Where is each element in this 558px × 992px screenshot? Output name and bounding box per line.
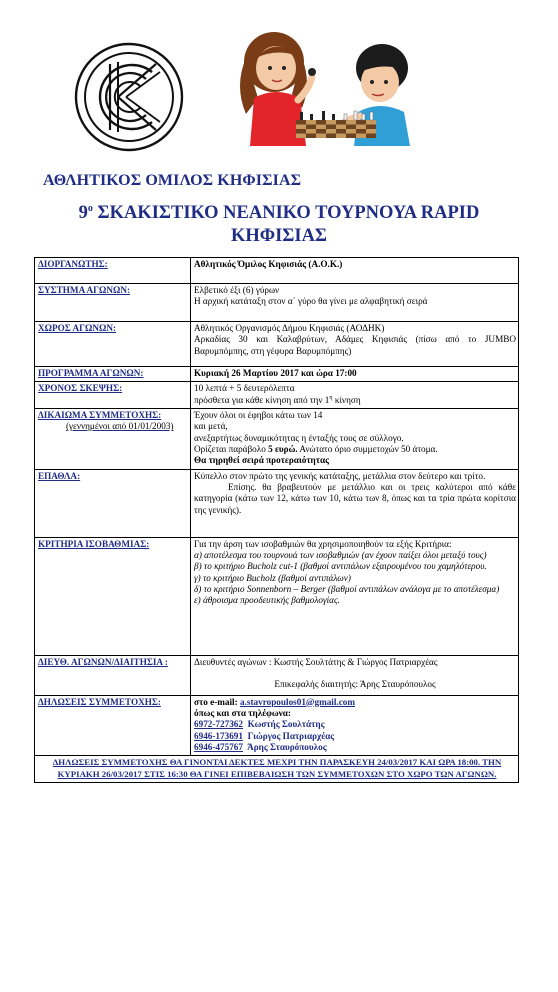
value-system: Ελβετικό έξι (6) γύρων Η αρχική κατάταξη στον α΄ γύρο θα γίνει με αλφαβητική σειρά [191,284,519,322]
label-eligibility: ΔΙΚΑΙΩΜΑ ΣΥΜΜΕΤΟΧΗΣ: (γεννημένοι από 01/01/2003) [35,409,191,470]
email-link[interactable]: a.stavropoulos01@gmail.com [239,696,356,707]
value-directors: Διευθυντές αγώνων : Κωστής Σουλτάτης & Γιώργος Πατριαρχέας Επικεφαλής διαιτητής: Άρης Σταυρόπουλος [191,655,519,695]
phone-entry: 6972-727362 Κωστής Σουλτάτης [194,719,325,730]
club-name: ΑΘΛΗΤΙΚΟΣ ΟΜΙΛΟΣ ΚΗΦΙΣΙΑΣ [43,172,302,189]
label-venue: ΧΩΡΟΣ ΑΓΩΝΩΝ: [35,322,191,367]
tiebreak-item: γ) το κριτήριο Bucholz (βαθμοί αντιπάλων) [194,572,351,583]
aok-club-logo-icon [74,42,184,152]
row-eligibility [35,409,519,470]
tiebreak-item: α) αποτέλεσμα του τουρνουά των ισοβαθμιών (αν έχουν παίξει όλοι μεταξύ τους) [194,549,487,560]
value-prizes: Κύπελλο στον πρώτο της γενικής κατάταξης, μετάλλια στον δεύτερο και τρίτο. Επίσης. θα βραβευτούν με μετάλλιο και οι τρεις καλύτεροι από κάθε κατηγορία (κάτω των 12, κάτω των 10, κάτω των 8, όπως και τα τρία πρώτα κορίτσια της γενικής). [191,469,519,537]
value-time-control: 10 λεπτά + 5 δευτερόλεπτα πρόσθετα για κάθε κίνηση από την $1^\eta$ κίνηση [191,382,519,409]
label-time-control: ΧΡΟΝΟΣ ΣΚΕΨΗΣ: [35,382,191,409]
label-organizer: ΔΙΟΡΓΑΝΩΤΗΣ: [35,258,191,284]
label-registration: ΔΗΛΩΣΕΙΣ ΣΥΜΜΕΤΟΧΗΣ: [35,695,191,756]
label-directors: ΔΙΕΥΘ. ΑΓΩΝΩΝ/ΔΙΑΙΤΗΣΙΑ : [35,655,191,695]
tournament-title: $9^o$ ΣΚΑΚΙΣΤΙΚΟ ΝΕΑΝΙΚΟ ΤΟΥΡΝΟΥΑ RAPID [78,203,480,224]
row-schedule [35,367,519,382]
phone-link[interactable]: 6972-727362 [194,719,243,730]
tiebreak-item: β) το κριτήριο Bucholz cut-1 (βαθμοί αντιπάλων εξαιρουμένου του χαμηλότερου. [194,561,487,572]
tiebreak-item: ε) άθροισμα προοδευτικής βαθμολογίας. [194,595,340,606]
tiebreak-item: δ) το κριτήριο Sonnenborn – Berger (βαθμοί αντιπάλων ανάλογα με το αποτέλεσμα) [194,583,500,594]
kids-playing-chess-illustration-icon [228,28,428,146]
tournament-title-city: ΚΗΦΙΣΙΑΣ [230,226,328,246]
value-organizer: Αθλητικός Όμιλος Κηφισιάς (Α.Ο.Κ.) [191,258,519,284]
phone-entry: 6946-475767 Άρης Σταυρόπουλος [194,741,327,752]
value-schedule: Κυριακή 26 Μαρτίου 2017 και ώρα 17:00 [191,367,519,382]
row-tiebreaks [35,537,519,655]
label-tiebreaks: ΚΡΙΤΗΡΙΑ ΙΣΟΒΑΘΜΙΑΣ: [35,537,191,655]
value-tiebreaks: Για την άρση των ισοβαθμιών θα χρησιμοποιηθούν τα εξής Κριτήρια: α) αποτέλεσμα του τουρνουά των ισοβαθμιών (αν έχουν παίξει όλοι μεταξύ τους) β) το κριτήριο Bucholz cut-1 (βαθμοί αντιπάλων εξαιρουμένου του χαμηλότερου. γ) το κριτήριο Bucholz (βαθμοί αντιπάλων) δ) το κριτήριο Sonnenborn – Berger (βαθμοί αντιπάλων ανάλογα με το αποτέλεσμα) ε) άθροισμα προοδευτικής βαθμολογίας. [191,537,519,655]
row-registration [35,695,519,756]
label-schedule: ΠΡΟΓΡΑΜΜΑ ΑΓΩΝΩΝ: [35,367,191,382]
tournament-info-table [34,257,519,783]
row-directors [35,655,519,695]
label-system: ΣΥΣΤΗΜΑ ΑΓΩΝΩΝ: [35,284,191,322]
value-eligibility: Έχουν όλοι οι έφηβοι κάτω των 14 και μετά, ανεξαρτήτως δυναμικότητας η ένταξής τους σε σύλλογο. Ορίζεται παράβολο 5 ευρώ. Ανώτατο όριο συμμετοχών 50 άτομα. Θα τηρηθεί σειρά προτεραιότητας [191,409,519,470]
row-system [35,284,519,322]
eligibility-birthdate: (γεννημένοι από 01/01/2003) [66,421,174,432]
phone-entry: 6946-173691 Γιώργος Πατριαρχέας [194,730,335,741]
row-time-control [35,382,519,409]
row-organizer [35,258,519,284]
value-venue: Αθλητικός Οργανισμός Δήμου Κηφισιάς (ΑΟΔΗΚ) Αρκαδίας 30 και Καλαβρύτων, Αδάμες Κηφισιάς (πίσω από το JUMBO Βαρυμπόμπης, στη γέφυρα Βαρυμπόμπης) [191,322,519,367]
row-venue [35,322,519,367]
label-prizes: ΕΠΑΘΛΑ: [35,469,191,537]
phone-link[interactable]: 6946-475767 [194,741,243,752]
row-prizes [35,469,519,537]
registration-deadline-notice: ΔΗΛΩΣΕΙΣ ΣΥΜΜΕΤΟΧΗΣ ΘΑ ΓΙΝΟΝΤΑΙ ΔΕΚΤΕΣ ΜΕΧΡΙ ΤΗΝ ΠΑΡΑΣΚΕΥΗ 24/03/2017 ΚΑΙ ΩΡΑ 18:00. ΤΗΝ ΚΥΡΙΑΚΗ 26/03/2017 ΣΤΙΣ 16:30 ΘΑ ΓΙΝΕΙ ΕΠΙΒΕΒΑΙΩΣΗ ΤΩΝ ΣΥΜΜΕΤΟΧΩΝ ΣΤΟ ΧΩΡΟ ΤΩΝ ΑΓΩΝΩΝ. [35,756,519,783]
phone-link[interactable]: 6946-173691 [194,730,243,741]
value-registration: στο e-mail: a.stavropoulos01@gmail.com όπως και στα τηλέφωνα: 6972-727362 Κωστής Σουλτάτης 6946-173691 Γιώργος Πατριαρχέας 6946-475767 Άρης Σταυρόπουλος [191,695,519,756]
row-notice [35,756,519,783]
